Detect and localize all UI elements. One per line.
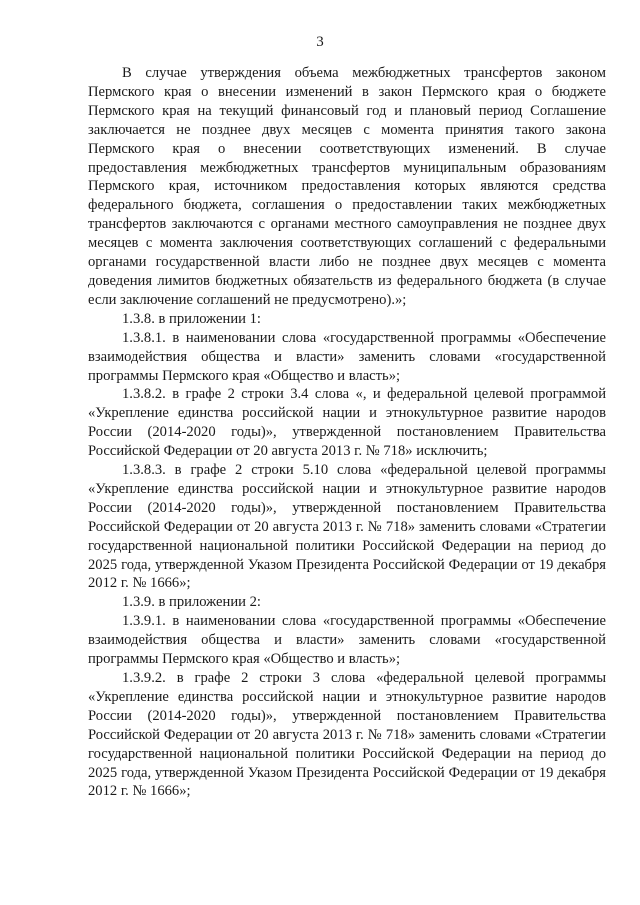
paragraph-transfer-agreement-terms: В случае утверждения объема межбюджетных трансфертов законом Пермского края о внесении изменений в закон Пермского края о бюджете Пермского края на текущий финансовый год и плановый период Соглашение заключается не позднее двух месяцев с момента принятия такого закона Пермского края о внесении соответствующих изменений. В случае предоставления межбюджетных трансфертов муниципальным образованиям Пермского края, источником предоставления которых являются средства федерального бюджета, соглашения о предоставлении таких межбюджетных трансфертов заключаются с органами местного самоуправления не позднее двух месяцев с момента заключения соответствующих соглашений с федеральными органами государственной власти либо не позднее двух месяцев с момента доведения лимитов бюджетных обязательств из федерального бюджета (в случае если заключение соглашений не предусмотрено).»; [88,65,606,308]
paragraph-1-3-8-1: 1.3.8.1. в наименовании слова «государственной программы «Обеспечение взаимодействия общества и власти» заменить словами «государственной программы Пермского края «Общество и власть»; [88,329,606,384]
paragraph-1-3-9: 1.3.9. в приложении 2: [122,594,261,611]
paragraph-1-3-8: 1.3.8. в приложении 1: [122,310,261,327]
paragraph-1-3-8-3: 1.3.8.3. в графе 2 строки 5.10 слова «федеральной целевой программы «Укрепление единства российской нации и этнокультурное развитие народов России (2014-2020 годы)», утвержденной постановлением Правительства Российской Федерации от 20 августа 2013 г. № 718» заменить словами «Стратегии государственной национальной политики Российской Федерации на период до 2025 года, утвержденной Указом Президента Российской Федерации от 19 декабря 2012 г. № 1666»; [88,462,606,592]
page-number: 3 [316,34,324,50]
paragraph-1-3-8-2: 1.3.8.2. в графе 2 строки 3.4 слова «, и федеральной целевой программой «Укрепление единства российской нации и этнокультурное развитие народов России (2014-2020 годы)», утвержденной постановлением Правительства Российской Федерации от 20 августа 2013 г. № 718» исключить; [88,386,606,460]
paragraph-1-3-9-1: 1.3.9.1. в наименовании слова «государственной программы «Обеспечение взаимодействия общества и власти» заменить словами «государственной программы Пермского края «Общество и власть»; [88,613,606,668]
document-body [88,64,606,801]
paragraph-1-3-9-2: 1.3.9.2. в графе 2 строки 3 слова «федеральной целевой программы «Укрепление единства российской нации и этнокультурное развитие народов России (2014-2020 годы)», утвержденной постановлением Правительства Российской Федерации от 20 августа 2013 г. № 718» заменить словами «Стратегии государственной национальной политики Российской Федерации на период до 2025 года, утвержденной Указом Президента Российской Федерации от 19 декабря 2012 г. № 1666»; [88,670,606,800]
